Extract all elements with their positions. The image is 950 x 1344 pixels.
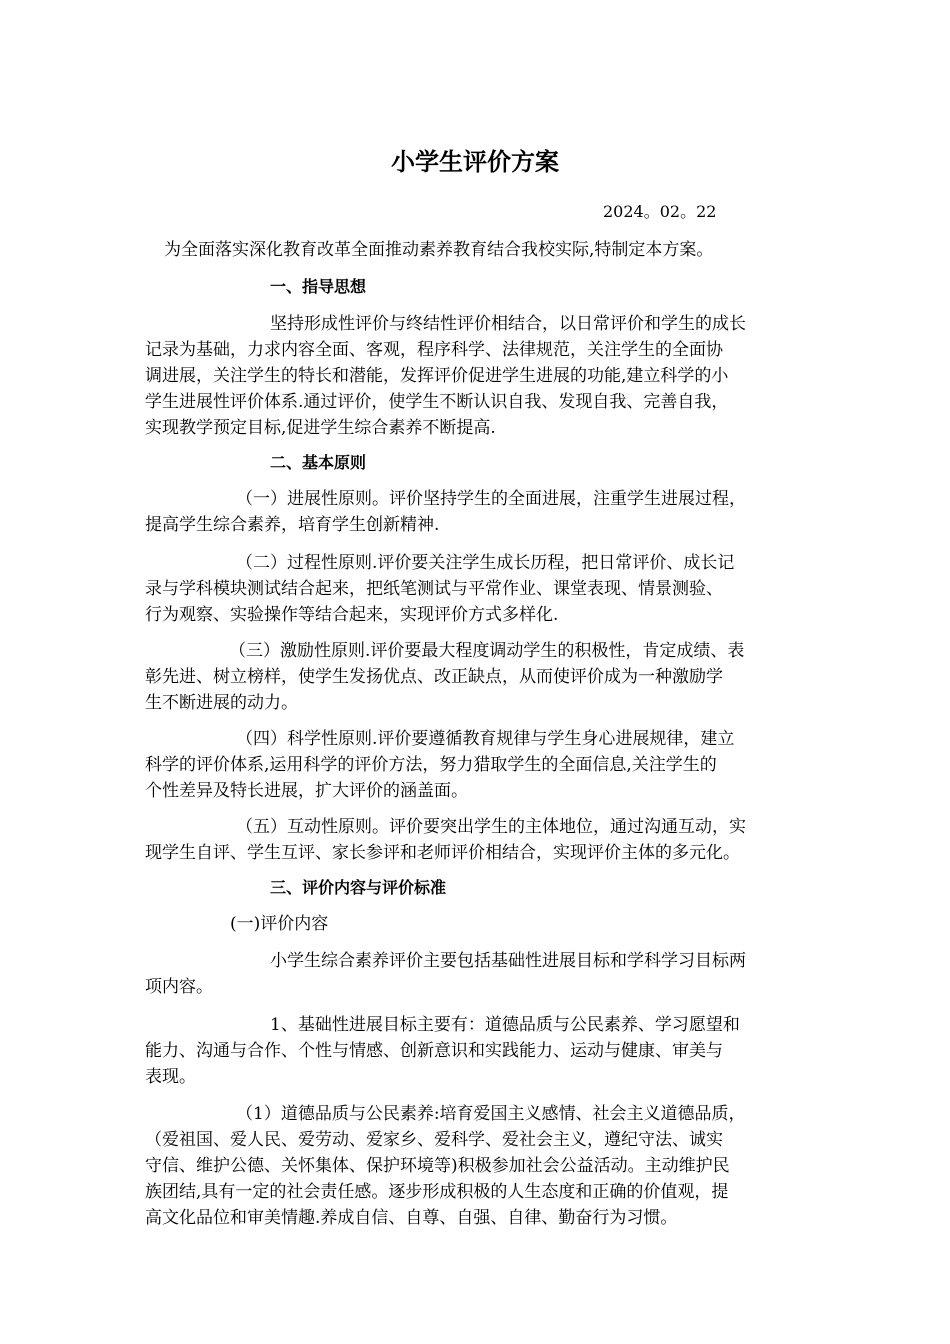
paragraph-line: 坚持形成性评价与终结性评价相结合，以日常评价和学生的成长 (270, 314, 746, 334)
paragraph-line: 实现教学预定目标,促进学生综合素养不断提高. (145, 418, 496, 438)
paragraph-line: 录与学科模块测试结合起来，把纸笔测试与平常作业、课堂表现、情景测验、 (145, 579, 723, 599)
subsection-heading: (一)评价内容 (230, 914, 329, 934)
document-date: 2024。02。22 (603, 202, 717, 221)
section-heading-evaluation-content: 三、评价内容与评价标准 (270, 878, 447, 897)
section-heading-basic-principles: 二、基本原则 (270, 453, 367, 472)
paragraph-line: 项内容。 (145, 977, 213, 997)
paragraph-line: 1、基础性进展目标主要有：道德品质与公民素养、学习愿望和 (270, 1015, 740, 1035)
paragraph-line: （1）道德品质与公民素养:培育爱国主义感情、社会主义道德品质， (236, 1104, 746, 1124)
paragraph-line: 族团结,具有一定的社会责任感。逐步形成积极的人生态度和正确的价值观，提 (145, 1182, 729, 1202)
paragraph-line: 彰先进、树立榜样，使学生发扬优点、改正缺点，从而使评价成为一种激励学 (145, 667, 723, 687)
paragraph-line: 生不断进展的动力。 (145, 693, 298, 713)
paragraph-line: 学生进展性评价体系.通过评价，使学生不断认识自我、发现自我、完善自我， (145, 392, 729, 412)
paragraph-line: 现学生自评、学生互评、家长参评和老师评价相结合，实现评价主体的多元化。 (145, 843, 740, 863)
document-title: 小学生评价方案 (391, 148, 559, 176)
paragraph-line: 能力、沟通与合作、个性与情感、创新意识和实践能力、运动与健康、审美与 (145, 1041, 723, 1061)
paragraph-line: （四）科学性原则.评价要遵循教育规律与学生身心进展规律，建立 (236, 729, 735, 749)
section-heading-guiding-thought: 一、指导思想 (270, 277, 367, 296)
paragraph-line: 调进展，关注学生的特长和潜能，发挥评价促进学生进展的功能,建立科学的小 (145, 366, 729, 386)
paragraph-line: 高文化品位和审美情趣.养成自信、自尊、自强、自律、勤奋行为习惯。 (145, 1208, 678, 1228)
paragraph-line: 科学的评价体系,运用科学的评价方法，努力猎取学生的全面信息,关注学生的 (145, 755, 717, 775)
paragraph-line: （三）激励性原则.评价要最大程度调动学生的积极性，肯定成绩、表 (229, 641, 745, 661)
intro-line: 为全面落实深化教育改革全面推动素养教育结合我校实际,特制定本方案。 (164, 240, 714, 260)
paragraph-line: 个性差异及特长进展，扩大评价的涵盖面。 (145, 781, 468, 801)
paragraph-line: （一）进展性原则。评价坚持学生的全面进展，注重学生进展过程， (236, 489, 746, 509)
paragraph-line: 表现。 (145, 1067, 196, 1087)
paragraph-line: 行为观察、实验操作等结合起来，实现评价方式多样化. (145, 605, 559, 625)
paragraph-line: （五）互动性原则。评价要突出学生的主体地位，通过沟通互动，实 (236, 817, 746, 837)
paragraph-line: （爱祖国、爱人民、爱劳动、爱家乡、爱科学、爱社会主义，遵纪守法、诚实 (145, 1130, 723, 1150)
paragraph-line: 小学生综合素养评价主要包括基础性进展目标和学科学习目标两 (270, 951, 746, 971)
paragraph-line: （二）过程性原则.评价要关注学生成长历程，把日常评价、成长记 (236, 553, 735, 573)
paragraph-line: 提高学生综合素养，培育学生创新精神. (145, 515, 440, 535)
paragraph-line: 守信、维护公德、关怀集体、保护环境等)积极参加社会公益活动。主动维护民 (145, 1156, 730, 1176)
paragraph-line: 记录为基础，力求内容全面、客观，程序科学、法律规范，关注学生的全面协 (145, 340, 723, 360)
